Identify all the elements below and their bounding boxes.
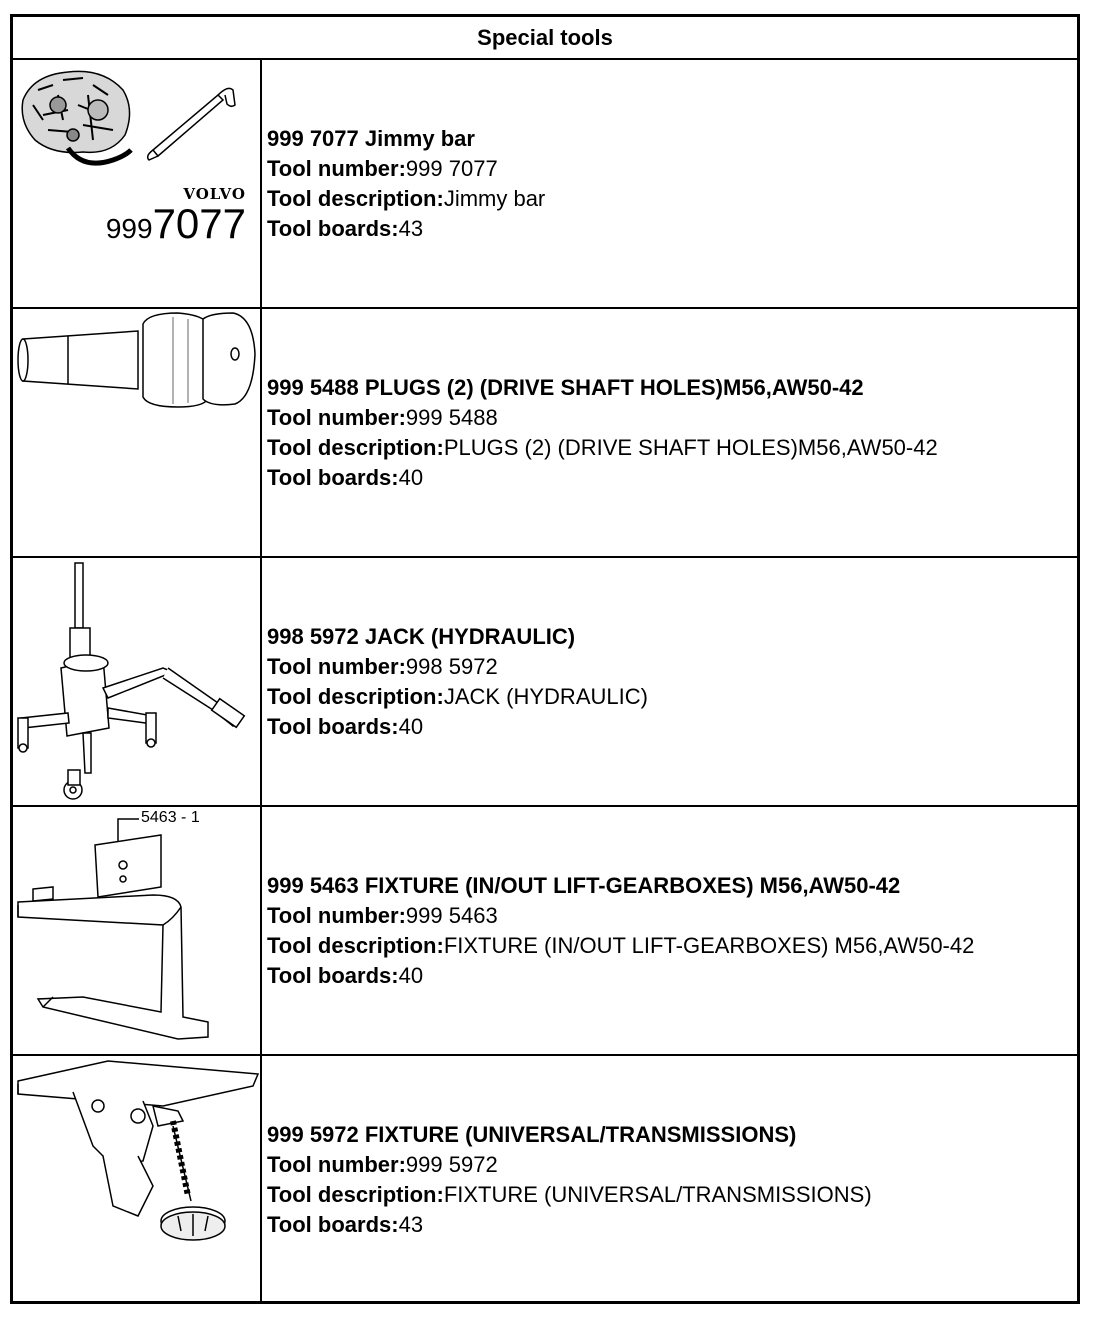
tool-info xyxy=(262,558,1077,805)
jimmy-bar-icon xyxy=(13,60,260,307)
tool-number: 999 7077 xyxy=(405,155,498,181)
tool-title: 999 5463 FIXTURE (IN/OUT LIFT-GEARBOXES) M56,AW50-42 xyxy=(267,872,901,898)
image-part-number: 9997077 xyxy=(105,200,246,247)
tool-description-line: Tool description:FIXTURE (IN/OUT LIFT-GEARBOXES) M56,AW50-42 xyxy=(267,932,975,958)
universal-fixture-icon xyxy=(13,1056,260,1303)
tool-image-cell xyxy=(13,807,262,1054)
gearbox-lift-fixture-icon xyxy=(13,807,260,1054)
tool-description-line: Tool description:FIXTURE (UNIVERSAL/TRANSMISSIONS) xyxy=(267,1181,872,1207)
table-header xyxy=(13,17,1077,60)
tool-image-cell xyxy=(13,60,262,307)
tool-row xyxy=(13,1056,1077,1303)
tool-description-line: Tool description:Jimmy bar xyxy=(267,185,546,211)
tool-description-line: Tool description:JACK (HYDRAULIC) xyxy=(267,683,648,709)
tool-row xyxy=(13,807,1077,1056)
tool-boards: 43 xyxy=(398,215,424,241)
tool-number-line: Tool number:999 7077 xyxy=(267,155,498,181)
table-title: Special tools xyxy=(477,24,613,50)
tool-title: 999 7077 Jimmy bar xyxy=(267,125,475,151)
tool-number: 999 5488 xyxy=(405,404,498,430)
tool-image-cell xyxy=(13,558,262,805)
tool-row xyxy=(13,309,1077,558)
tool-boards: 40 xyxy=(398,464,424,490)
tool-description: PLUGS (2) (DRIVE SHAFT HOLES)M56,AW50-42 xyxy=(443,434,938,460)
tool-row xyxy=(13,558,1077,807)
hydraulic-jack-icon xyxy=(13,558,260,805)
tool-boards-line: Tool boards:43 xyxy=(267,1211,424,1237)
tool-number: 999 5972 xyxy=(405,1151,498,1177)
tool-number: 998 5972 xyxy=(405,653,498,679)
tool-title: 999 5488 PLUGS (2) (DRIVE SHAFT HOLES)M56,AW50-42 xyxy=(267,374,864,400)
tool-description: JACK (HYDRAULIC) xyxy=(443,683,648,709)
tool-number-line: Tool number:999 5972 xyxy=(267,1151,498,1177)
tool-description: FIXTURE (UNIVERSAL/TRANSMISSIONS) xyxy=(443,1181,872,1207)
tool-title: 999 5972 FIXTURE (UNIVERSAL/TRANSMISSIONS) xyxy=(267,1121,797,1147)
tool-info xyxy=(262,1056,1077,1303)
tool-boards-line: Tool boards:40 xyxy=(267,464,424,490)
tool-title: 998 5972 JACK (HYDRAULIC) xyxy=(267,623,576,649)
tool-info xyxy=(262,309,1077,556)
special-tools-table xyxy=(10,14,1080,1304)
part-callout: 5463 - 1 xyxy=(141,809,200,826)
tool-number-line: Tool number:999 5463 xyxy=(267,902,498,928)
tool-description: FIXTURE (IN/OUT LIFT-GEARBOXES) M56,AW50-42 xyxy=(443,932,975,958)
tool-description-line: Tool description:PLUGS (2) (DRIVE SHAFT HOLES)M56,AW50-42 xyxy=(267,434,938,460)
tool-boards-line: Tool boards:43 xyxy=(267,215,424,241)
tool-number: 999 5463 xyxy=(405,902,498,928)
tool-boards-line: Tool boards:40 xyxy=(267,713,424,739)
drive-shaft-plug-icon xyxy=(13,309,260,556)
tool-number-line: Tool number:999 5488 xyxy=(267,404,498,430)
tool-info xyxy=(262,807,1077,1054)
tool-number-line: Tool number:998 5972 xyxy=(267,653,498,679)
tool-boards: 40 xyxy=(398,962,424,988)
tool-row xyxy=(13,60,1077,309)
volvo-logo: VOLVO xyxy=(183,185,246,203)
tool-info xyxy=(262,60,1077,307)
tool-boards: 40 xyxy=(398,713,424,739)
tool-description: Jimmy bar xyxy=(443,185,546,211)
tool-image-cell xyxy=(13,1056,262,1303)
tool-image-cell xyxy=(13,309,262,556)
tool-boards: 43 xyxy=(398,1211,424,1237)
tool-boards-line: Tool boards:40 xyxy=(267,962,424,988)
